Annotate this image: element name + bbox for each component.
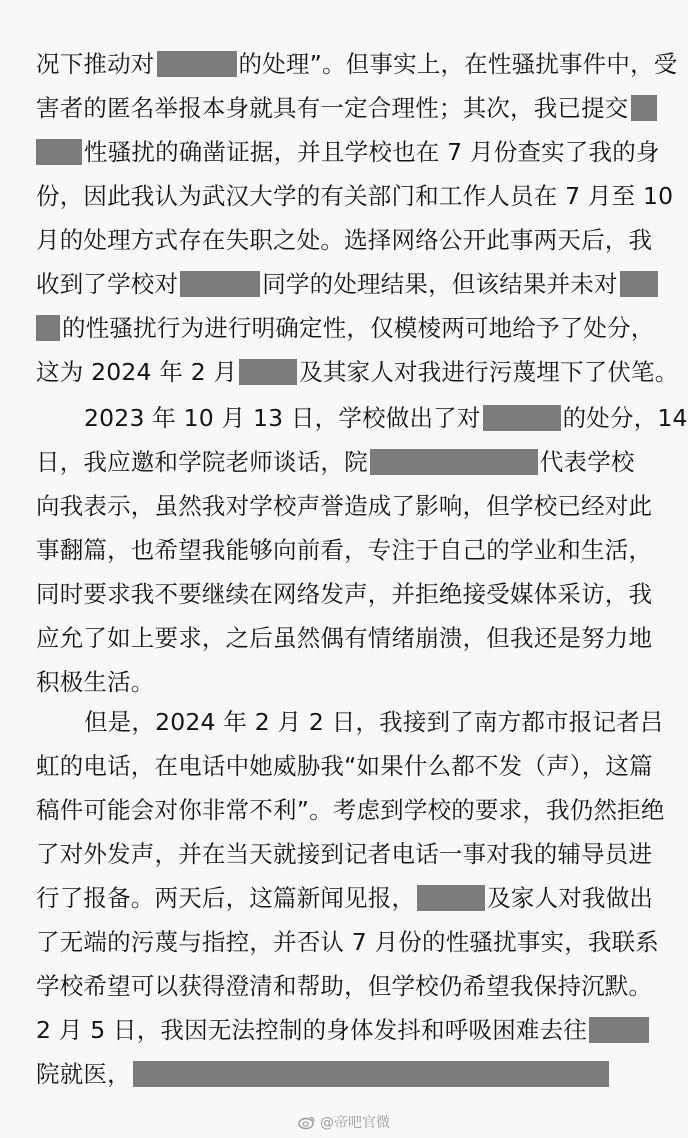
- text-segment: 代表学校: [539, 448, 635, 476]
- text-segment: 虹的电话，在电话中她威胁我“如果什么都不发（声），这篇: [36, 752, 653, 780]
- text-segment: 向我表示，虽然我对学校声誉造成了影响，但学校已经对此: [36, 492, 653, 520]
- redaction-box: [370, 449, 538, 475]
- text-segment: 事翻篇，也希望我能够向前看，专注于自己的学业和生活，: [36, 536, 653, 564]
- weibo-icon: [298, 1115, 316, 1129]
- p3-line-9: [36, 1052, 604, 1096]
- text-segment: 行了报备。两天后，这篇新闻见报，: [36, 884, 416, 912]
- p2-line-3: [36, 484, 653, 528]
- text-segment: 2023 年 10 月 13 日，学校做出了对: [84, 404, 481, 432]
- text-segment: 及其家人对我进行污蔑埋下了伏笔。: [299, 358, 679, 386]
- text-segment: 日，我应邀和学院老师谈话，院: [36, 448, 368, 476]
- redaction-box: [36, 139, 82, 165]
- redaction-box: [157, 51, 237, 77]
- p3-line-2: [36, 744, 653, 788]
- redaction-box: [483, 405, 561, 431]
- text-segment: 月的处理方式存在失职之处。选择网络公开此事两天后，我: [36, 226, 653, 254]
- redaction-box: [180, 271, 260, 297]
- watermark-text: @帝吧官微: [320, 1115, 390, 1131]
- p3-line-8: [36, 1008, 604, 1052]
- text-segment: 害者的匿名举报本身就具有一定合理性；其次，我已提交: [36, 94, 629, 122]
- redaction-box: [589, 1017, 649, 1043]
- p1-line-3: [36, 130, 660, 174]
- text-segment: 但是，2024 年 2 月 2 日，我接到了南方都市报记者吕: [84, 708, 664, 736]
- text-segment: 这为 2024 年 2 月: [36, 358, 238, 386]
- p1-line-4: [36, 174, 674, 218]
- text-segment: 况下推动对: [36, 50, 155, 78]
- text-segment: 院就医，: [36, 1060, 131, 1088]
- text-segment: 的性骚扰行为进行明确定性，仅模棱两可地给予了处分，: [62, 314, 655, 342]
- p3-line-4: [36, 832, 653, 876]
- text-segment: 了对外发声，并在当天就接到记者电话一事对我的辅导员进: [36, 840, 653, 868]
- p1-line-2: [36, 86, 629, 130]
- p3-line-1: [84, 700, 664, 744]
- p3-line-6: [36, 920, 659, 964]
- redaction-box: [133, 1061, 609, 1087]
- text-segment: 的处理”。但事实上，在性骚扰事件中，受: [238, 50, 678, 78]
- p2-line-1: [84, 396, 688, 440]
- text-segment: 收到了学校对: [36, 270, 179, 298]
- text-segment: 2 月 5 日，我因无法控制的身体发抖和呼吸困难去往: [36, 1016, 588, 1044]
- text-segment: 及家人对我做出: [487, 884, 654, 912]
- text-segment: 的处分，14: [562, 404, 688, 432]
- weibo-watermark: [298, 1112, 390, 1132]
- text-segment: 了无端的污蔑与指控，并否认 7 月份的性骚扰事实，我联系: [36, 928, 659, 956]
- p2-line-4: [36, 528, 653, 572]
- text-segment: 份，因此我认为武汉大学的有关部门和工作人员在 7 月至 10: [36, 182, 674, 210]
- p2-line-2: [36, 440, 635, 484]
- p2-line-5: [36, 572, 653, 616]
- text-segment: 性骚扰的确凿证据，并且学校也在 7 月份查实了我的身: [84, 138, 660, 166]
- text-segment: 积极生活。: [36, 668, 155, 696]
- p1-line-5: [36, 218, 653, 262]
- text-segment: 同学的处理结果，但该结果并未对: [262, 270, 618, 298]
- p1-line-7: [36, 306, 655, 350]
- p2-line-7: [36, 660, 604, 704]
- p3-line-7: [36, 964, 653, 1008]
- redaction-box: [620, 271, 658, 297]
- redaction-box: [36, 315, 60, 341]
- redaction-box: [631, 95, 657, 121]
- p1-line-8: [36, 350, 679, 394]
- p1-line-1: [36, 42, 678, 86]
- text-segment: 学校希望可以获得澄清和帮助，但学校仍希望我保持沉默。: [36, 972, 653, 1000]
- text-segment: 同时要求我不要继续在网络发声，并拒绝接受媒体采访，我: [36, 580, 653, 608]
- p3-line-5: [36, 876, 654, 920]
- p3-line-3: [36, 788, 665, 832]
- p1-line-6: [36, 262, 618, 306]
- text-segment: 稿件可能会对你非常不利”。考虑到学校的要求，我仍然拒绝: [36, 796, 665, 824]
- p2-line-6: [36, 616, 653, 660]
- text-segment: 应允了如上要求，之后虽然偶有情绪崩溃，但我还是努力地: [36, 624, 653, 652]
- redaction-box: [239, 359, 297, 385]
- redaction-box: [417, 885, 485, 911]
